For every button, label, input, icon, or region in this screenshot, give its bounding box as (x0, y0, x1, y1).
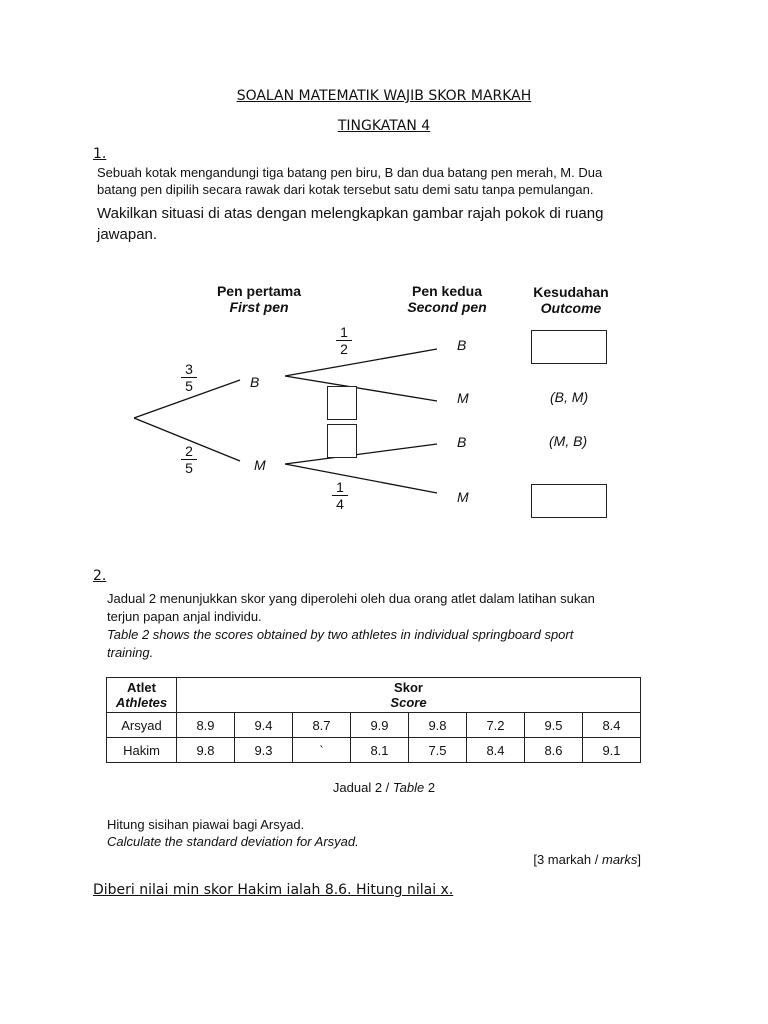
score-cell: 8.4 (467, 738, 525, 763)
score-cell: 9.4 (235, 713, 293, 738)
score-cell: ` (293, 738, 351, 763)
q2-intro-ms-line1: Jadual 2 menunjukkan skor yang diperolehi oleh dua orang atlet dalam latihan sukan (107, 591, 595, 606)
q1-text-line2: batang pen dipilih secara rawak dari kotak tersebut satu demi satu tanpa pemulangan. (97, 182, 594, 197)
score-cell: 9.8 (177, 738, 235, 763)
score-cell: 8.1 (351, 738, 409, 763)
outcome-bm: (B, M) (550, 389, 589, 405)
branch-bb (285, 349, 437, 376)
prob-first-b: $\frac{3}{5}$ (181, 361, 197, 394)
answer-box-outcome-bb[interactable] (531, 330, 607, 364)
athlete-name: Hakim (107, 738, 177, 763)
col-second-pen-ms: Pen kedua (411, 283, 483, 299)
q1-instruction-line1: Wakilkan situasi di atas dengan melengkapkan gambar rajah pokok di ruang (97, 205, 604, 222)
score-cell: 9.1 (583, 738, 641, 763)
q2-task-en: Calculate the standard deviation for Arsyad. (107, 834, 359, 849)
athlete-name: Arsyad (107, 713, 177, 738)
outcome-mb: (M, B) (549, 433, 588, 449)
label-first-b: B (250, 374, 260, 390)
label-second-b-2: B (457, 434, 467, 450)
page-title: SOALAN MATEMATIK WAJIB SKOR MARKAH (236, 88, 532, 104)
answer-box-prob-mb[interactable] (327, 424, 357, 458)
col-first-pen-ms: Pen pertama (216, 283, 302, 299)
answer-box-prob-bm[interactable] (327, 386, 357, 420)
table-row (107, 738, 641, 763)
q1-text-line1: Sebuah kotak mengandungi tiga batang pen biru, B dan dua batang pen merah, M. Dua (97, 165, 603, 180)
prob-m-then-m: $\frac{1}{4}$ (332, 479, 348, 512)
col-outcome-ms: Kesudahan (533, 284, 609, 300)
q2-marks: [3 markah / marks] (533, 852, 641, 867)
col-second-pen-en: Second pen (407, 299, 487, 315)
label-second-b-1: B (457, 337, 467, 353)
table-caption: Jadual 2 / Table 2 (332, 780, 436, 795)
score-cell: 9.5 (525, 713, 583, 738)
header-score: Skor Score (177, 678, 641, 713)
q2-intro-ms-line2: terjun papan anjal individu. (107, 609, 262, 624)
score-cell: 7.2 (467, 713, 525, 738)
label-first-m: M (254, 457, 266, 473)
question-2-number: 2. (93, 568, 107, 584)
label-second-m-1: M (457, 390, 469, 406)
table-header-row (107, 678, 641, 713)
score-cell: 8.7 (293, 713, 351, 738)
score-cell: 9.8 (409, 713, 467, 738)
q1-instruction-line2: jawapan. (97, 226, 158, 243)
table-row (107, 713, 641, 738)
question-1-number: 1. (93, 146, 107, 162)
branch-mb (285, 444, 437, 464)
q2-intro-en-line1: Table 2 shows the scores obtained by two athletes in individual springboard sport (107, 627, 574, 642)
q2-extra-question: Diberi nilai min skor Hakim ialah 8.6. Hitung nilai x. (93, 882, 454, 898)
branch-bm (285, 376, 437, 401)
score-cell: 8.6 (525, 738, 583, 763)
q2-task-ms: Hitung sisihan piawai bagi Arsyad. (107, 817, 305, 832)
branch-mm (285, 464, 437, 493)
col-outcome-en: Outcome (540, 300, 602, 316)
score-cell: 9.3 (235, 738, 293, 763)
col-first-pen-en: First pen (229, 299, 289, 315)
prob-first-m: $\frac{2}{5}$ (181, 443, 197, 476)
header-athletes: Atlet Athletes (107, 678, 177, 713)
label-second-m-2: M (457, 489, 469, 505)
score-cell: 8.9 (177, 713, 235, 738)
answer-box-outcome-mm[interactable] (531, 484, 607, 518)
scores-table (106, 677, 641, 763)
score-cell: 7.5 (409, 738, 467, 763)
q2-intro-en-line2: training. (107, 645, 154, 660)
score-cell: 9.9 (351, 713, 409, 738)
score-cell: 8.4 (583, 713, 641, 738)
page-subtitle: TINGKATAN 4 (337, 118, 431, 134)
prob-b-then-b: $\frac{1}{2}$ (336, 324, 352, 357)
